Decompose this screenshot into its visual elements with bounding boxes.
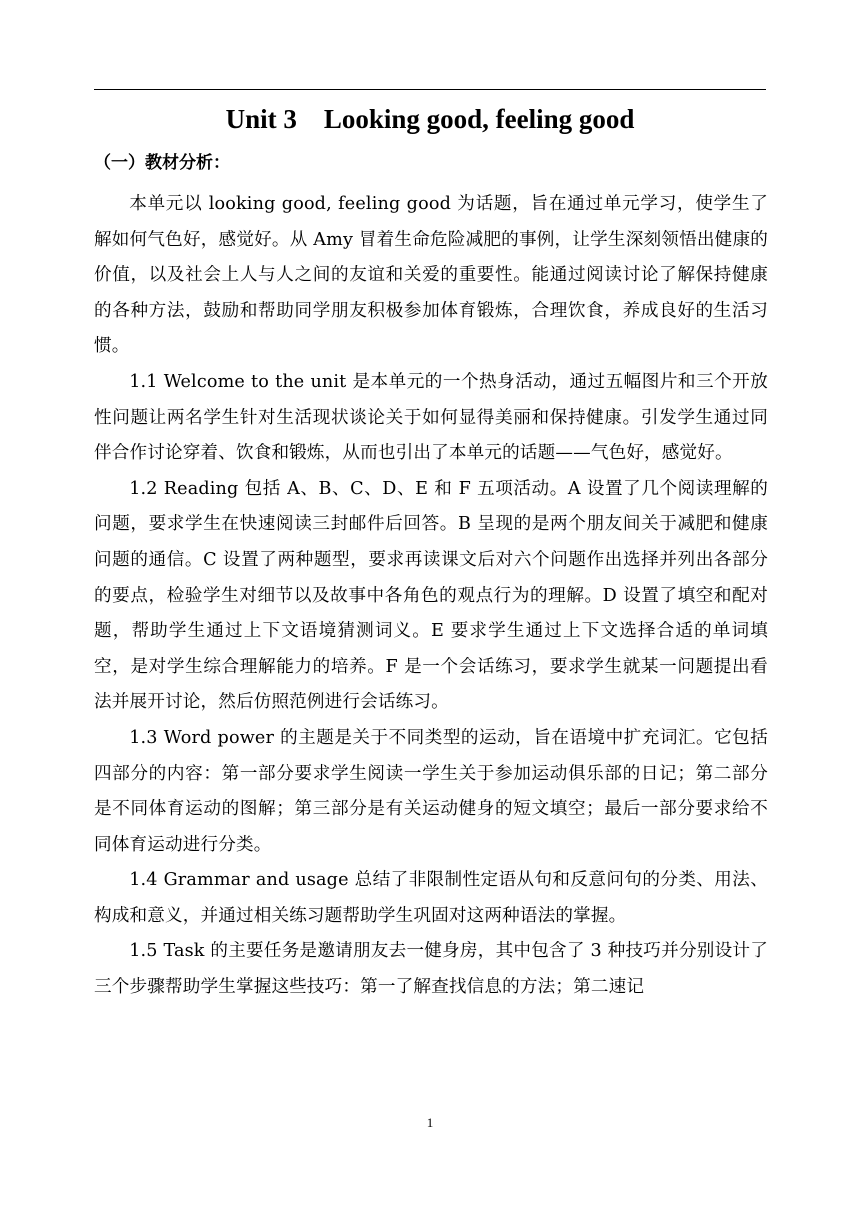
body-text [94,187,768,1006]
paragraph-task: 1.5 Task 的主要任务是邀请朋友去一健身房，其中包含了 3 种技巧并分别设计了三个步骤帮助学生掌握这些技巧：第一了解查找信息的方法；第二速记 [94,941,768,998]
paragraph-welcome: 1.1 Welcome to the unit 是本单元的一个热身活动，通过五幅图片和三个开放性问题让两名学生针对生活现状谈论关于如何显得美丽和保持健康。引发学生通过同伴合作讨论穿着、饮食和锻炼，从而也引出了本单元的话题——气色好，感觉好。 [94,371,768,464]
header-rule [94,89,766,90]
page-number: 1 [426,1115,434,1130]
unit-title: Unit 3 Looking good, feeling good [225,104,635,134]
section-heading: （一）教材分析： [94,153,230,173]
paragraph-intro: 本单元以 looking good, feeling good 为话题，旨在通过单元学习，使学生了解如何气色好，感觉好。从 Amy 冒着生命危险减肥的事例，让学生深刻领悟出健康的价值，以及社会上人与人之间的友谊和关爱的重要性。能通过阅读讨论了解保持健康的各种方法，鼓励和帮助同学朋友积极参加体育锻炼，合理饮食，养成良好的生活习惯。 [94,194,768,357]
paragraph-word-power: 1.3 Word power 的主题是关于不同类型的运动，旨在语境中扩充词汇。它包括四部分的内容：第一部分要求学生阅读一学生关于参加运动俱乐部的日记；第二部分是不同体育运动的图解；第三部分是有关运动健身的短文填空；最后一部分要求给不同体育运动进行分类。 [94,727,768,855]
paragraph-reading: 1.2 Reading 包括 A、B、C、D、E 和 F 五项活动。A 设置了几个阅读理解的问题，要求学生在快速阅读三封邮件后回答。B 呈现的是两个朋友间关于减肥和健康问题的通信。C 设置了两种题型，要求再读课文后对六个问题作出选择并列出各部分的要点，检验学生对细节以及故事中各角色的观点行为的理解。D 设置了填空和配对题，帮助学生通过上下文语境猜测词义。E 要求学生通过上下文选择合适的单词填空，是对学生综合理解能力的培养。F 是一个会话练习，要求学生就某一问题提出看法并展开讨论，然后仿照范例进行会话练习。 [94,478,768,713]
paragraph-grammar: 1.4 Grammar and usage 总结了非限制性定语从句和反意问句的分类、用法、构成和意义，并通过相关练习题帮助学生巩固对这两种语法的掌握。 [94,870,768,926]
